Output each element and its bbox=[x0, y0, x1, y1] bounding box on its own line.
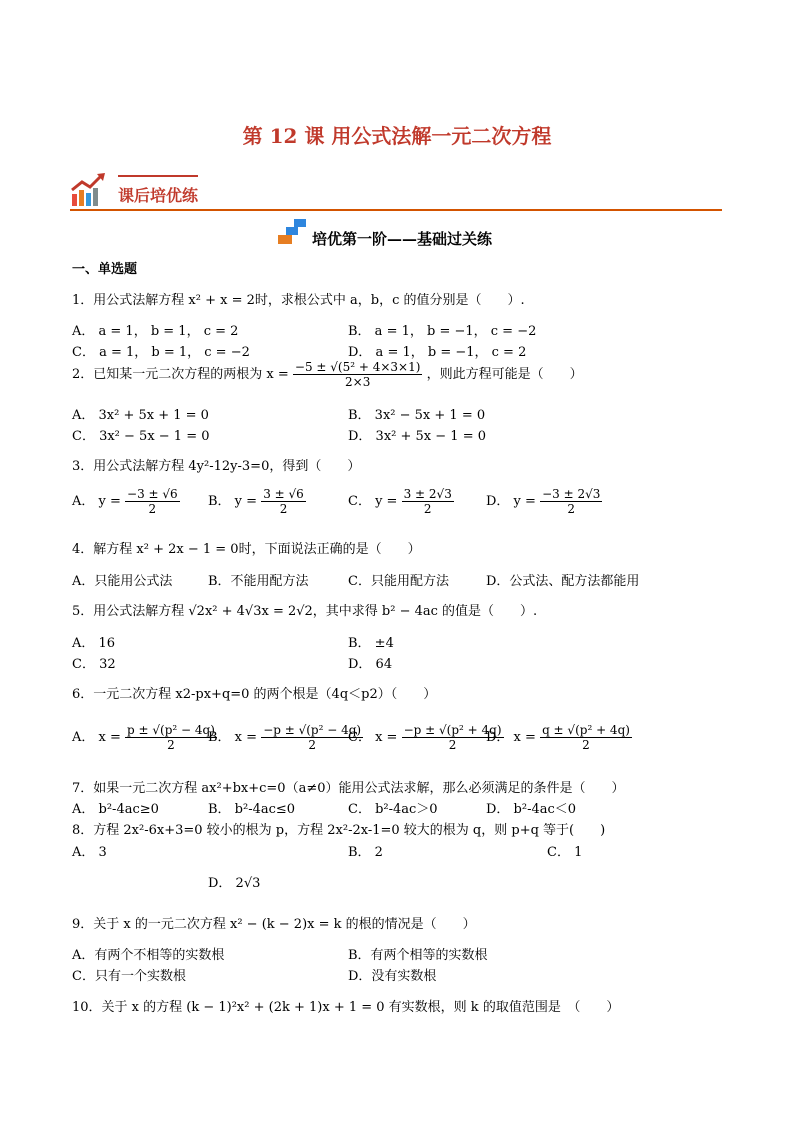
q2-option-a: A． 3x² + 5x + 1 = 0 bbox=[72, 408, 209, 423]
q6-c-num: −p ± √(p² + 4q) bbox=[403, 723, 502, 737]
q4-option-c: C．只能用配方法 bbox=[348, 574, 449, 589]
q3-c-label: C． y = bbox=[348, 494, 398, 509]
q3-d-num: −3 ± 2√3 bbox=[542, 487, 601, 501]
q9-option-d: D．没有实数根 bbox=[348, 969, 437, 984]
q3-b-label: B． y = bbox=[208, 494, 258, 509]
q5-option-a: A． 16 bbox=[72, 636, 116, 651]
q3-d-fraction bbox=[540, 487, 602, 516]
q2-stem bbox=[72, 360, 583, 389]
q2-stem-post: ，则此方程可能是（ ） bbox=[426, 367, 583, 382]
q3-a-fraction bbox=[125, 487, 180, 516]
q4-stem: 4．解方程 x² + 2x − 1 = 0时，下面说法正确的是（ ） bbox=[72, 542, 421, 557]
q9-option-a: A．有两个不相等的实数根 bbox=[72, 948, 225, 963]
q2-fraction-num: −5 ± √(5² + 4×3×1) bbox=[294, 360, 421, 374]
q2-fraction-den: 2×3 bbox=[345, 375, 371, 389]
q6-c-label: C． x = bbox=[348, 730, 398, 745]
q5-option-b: B． ±4 bbox=[348, 636, 394, 651]
q1-option-d: D． a = 1， b = −1， c = 2 bbox=[348, 345, 527, 360]
q5-stem: 5．用公式法解方程 √2x² + 4√3x = 2√2，其中求得 b² − 4ac 的值是（ ）. bbox=[72, 604, 538, 619]
q6-option-d bbox=[486, 723, 632, 752]
q1-stem: 1．用公式法解方程 x² + x = 2时，求根公式中 a，b，c 的值分别是（ ）. bbox=[72, 293, 525, 308]
stairs-icon bbox=[276, 217, 310, 245]
q6-a-fraction bbox=[125, 723, 217, 752]
q8-stem: 8．方程 2x²-6x+3=0 较小的根为 p，方程 2x²-2x-1=0 较大的根为 q，则 p+q 等于( ) bbox=[72, 823, 606, 838]
section-subhead: 一、单选题 bbox=[72, 262, 138, 277]
q6-option-b bbox=[208, 723, 363, 752]
q3-d-label: D． y = bbox=[486, 494, 536, 509]
q6-b-den: 2 bbox=[308, 738, 316, 752]
q2-stem-pre: 2．已知某一元二次方程的两根为 x = bbox=[72, 367, 289, 382]
q6-d-num: q ± √(p² + 4q) bbox=[542, 723, 630, 737]
q8-option-b: B． 2 bbox=[348, 845, 383, 860]
q6-c-den: 2 bbox=[448, 738, 457, 752]
q3-option-c bbox=[348, 487, 454, 516]
q6-stem: 6．一元二次方程 x2-px+q=0 的两个根是（4q＜p2）（ ） bbox=[72, 687, 437, 702]
stage-title: 培优第一阶——基础过关练 bbox=[312, 230, 493, 248]
q7-stem: 7．如果一元二次方程 ax²+bx+c=0（a≠0）能用公式法求解，那么必须满足的条件是（ ） bbox=[72, 781, 625, 796]
q3-b-num: 3 ± √6 bbox=[263, 487, 304, 501]
q6-option-c bbox=[348, 723, 504, 752]
q3-b-den: 2 bbox=[279, 502, 288, 516]
q6-b-num: −p ± √(p² − 4q) bbox=[263, 723, 362, 737]
q3-c-den: 2 bbox=[423, 502, 432, 516]
q2-fraction bbox=[293, 360, 423, 389]
q10-stem: 10．关于 x 的方程 (k − 1)²x² + (2k + 1)x + 1 = 0 有实数根，则 k 的取值范围是 （ ） bbox=[72, 1000, 620, 1015]
q1-option-a: A． a = 1， b = 1， c = 2 bbox=[72, 324, 239, 339]
q5-option-d: D． 64 bbox=[348, 657, 393, 672]
q3-d-den: 2 bbox=[567, 502, 576, 516]
q3-c-fraction bbox=[402, 487, 454, 516]
q9-option-b: B．有两个相等的实数根 bbox=[348, 948, 488, 963]
chart-logo-icon bbox=[70, 172, 106, 206]
q3-option-a bbox=[72, 487, 180, 516]
page-title: 第 12 课 用公式法解一元二次方程 bbox=[242, 124, 552, 148]
q7-option-d: D． b²-4ac＜0 bbox=[486, 802, 577, 817]
q2-option-c: C． 3x² − 5x − 1 = 0 bbox=[72, 429, 210, 444]
q3-b-fraction bbox=[261, 487, 306, 516]
q8-option-c: C． 1 bbox=[547, 845, 583, 860]
section-label: 课后培优练 bbox=[118, 186, 199, 205]
q6-d-fraction bbox=[540, 723, 632, 752]
section-top-rule bbox=[118, 175, 198, 177]
q2-option-b: B． 3x² − 5x + 1 = 0 bbox=[348, 408, 486, 423]
q2-option-d: D． 3x² + 5x − 1 = 0 bbox=[348, 429, 486, 444]
q4-option-d: D．公式法、配方法都能用 bbox=[486, 574, 640, 589]
q6-d-den: 2 bbox=[582, 738, 590, 752]
q8-option-d: D． 2√3 bbox=[208, 876, 261, 891]
q3-a-den: 2 bbox=[148, 502, 157, 516]
q9-stem: 9．关于 x 的一元二次方程 x² − (k − 2)x = k 的根的情况是（ ） bbox=[72, 917, 476, 932]
q3-stem: 3．用公式法解方程 4y²-12y-3=0，得到（ ） bbox=[72, 459, 361, 474]
q6-a-num: p ± √(p² − 4q) bbox=[127, 723, 215, 737]
q9-option-c: C．只有一个实数根 bbox=[72, 969, 186, 984]
q4-option-b: B．不能用配方法 bbox=[208, 574, 309, 589]
q6-b-label: B． x = bbox=[208, 730, 258, 745]
section-divider bbox=[70, 209, 722, 211]
q1-option-b: B． a = 1， b = −1， c = −2 bbox=[348, 324, 537, 339]
q7-option-c: C． b²-4ac＞0 bbox=[348, 802, 438, 817]
q6-d-label: D． x = bbox=[486, 730, 536, 745]
q1-option-c: C． a = 1， b = 1， c = −2 bbox=[72, 345, 250, 360]
q3-c-num: 3 ± 2√3 bbox=[403, 487, 452, 501]
q8-option-a: A． 3 bbox=[72, 845, 107, 860]
q3-a-num: −3 ± √6 bbox=[127, 487, 178, 501]
q5-option-c: C． 32 bbox=[72, 657, 116, 672]
q7-option-a: A． b²-4ac≥0 bbox=[72, 802, 159, 817]
q6-a-label: A． x = bbox=[72, 730, 121, 745]
q4-option-a: A．只能用公式法 bbox=[72, 574, 173, 589]
q6-a-den: 2 bbox=[167, 738, 175, 752]
q6-option-a bbox=[72, 723, 217, 752]
q7-option-b: B． b²-4ac≤0 bbox=[208, 802, 296, 817]
q3-a-label: A． y = bbox=[72, 494, 121, 509]
q3-option-b bbox=[208, 487, 306, 516]
q3-option-d bbox=[486, 487, 602, 516]
